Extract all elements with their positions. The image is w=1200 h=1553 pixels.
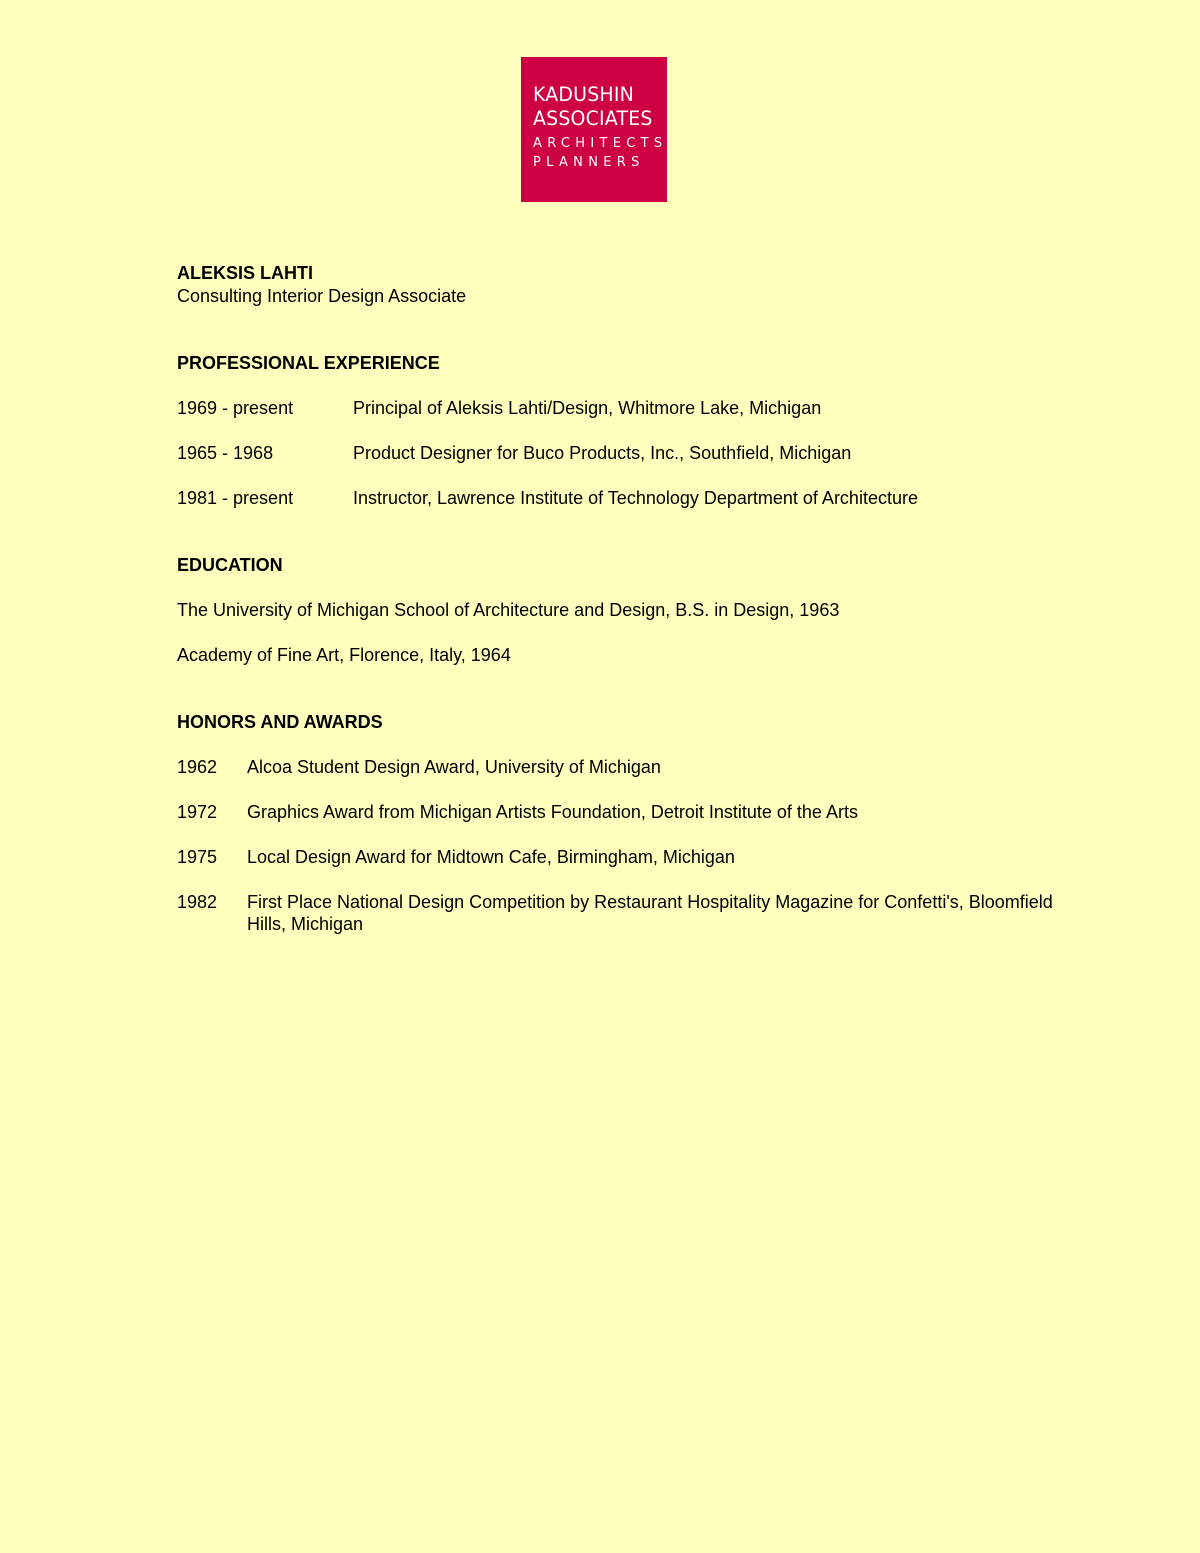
honor-year: 1975 bbox=[177, 847, 218, 867]
honors-heading: HONORS AND AWARDS bbox=[177, 712, 383, 732]
experience-date: 1969 - present bbox=[177, 398, 294, 418]
honor-year: 1972 bbox=[177, 802, 218, 822]
honor-description: First Place National Design Competition by Restaurant Hospitality Magazine for Confetti's, Bloomfield Hills, Michigan bbox=[247, 892, 1053, 934]
honor-item bbox=[177, 891, 1057, 935]
honor-item bbox=[177, 756, 1057, 778]
education-item: The University of Michigan School of Architecture and Design, B.S. in Design, 1963 bbox=[177, 600, 840, 620]
person-title: Consulting Interior Design Associate bbox=[177, 286, 467, 306]
honor-year: 1962 bbox=[177, 757, 218, 777]
experience-item bbox=[177, 397, 1057, 419]
experience-description: Instructor, Lawrence Institute of Technology Department of Architecture bbox=[353, 488, 918, 508]
experience-item bbox=[177, 442, 1057, 464]
education-item: Academy of Fine Art, Florence, Italy, 1964 bbox=[177, 645, 511, 665]
experience-item bbox=[177, 487, 1057, 509]
experience-description: Principal of Aleksis Lahti/Design, Whitmore Lake, Michigan bbox=[353, 398, 822, 418]
honor-description: Graphics Award from Michigan Artists Foundation, Detroit Institute of the Arts bbox=[247, 802, 858, 822]
company-logo bbox=[521, 57, 667, 202]
logo-line-architects: ARCHITECTS bbox=[533, 136, 668, 151]
honor-description: Alcoa Student Design Award, University of Michigan bbox=[247, 757, 661, 777]
education-heading: EDUCATION bbox=[177, 555, 283, 575]
logo-line-planners: PLANNERS bbox=[533, 155, 645, 170]
experience-date: 1965 - 1968 bbox=[177, 443, 274, 463]
logo-line-associates: ASSOCIATES bbox=[533, 107, 653, 130]
resume-content bbox=[177, 262, 1057, 935]
logo-line-kadushin: KADUSHIN bbox=[533, 83, 634, 106]
person-name: ALEKSIS LAHTI bbox=[177, 263, 314, 283]
honor-year: 1982 bbox=[177, 892, 218, 912]
experience-heading: PROFESSIONAL EXPERIENCE bbox=[177, 353, 440, 373]
experience-date: 1981 - present bbox=[177, 488, 294, 508]
honor-item bbox=[177, 846, 1057, 868]
experience-description: Product Designer for Buco Products, Inc., Southfield, Michigan bbox=[353, 443, 852, 463]
honor-description: Local Design Award for Midtown Cafe, Birmingham, Michigan bbox=[247, 847, 735, 867]
honor-item bbox=[177, 801, 1057, 823]
